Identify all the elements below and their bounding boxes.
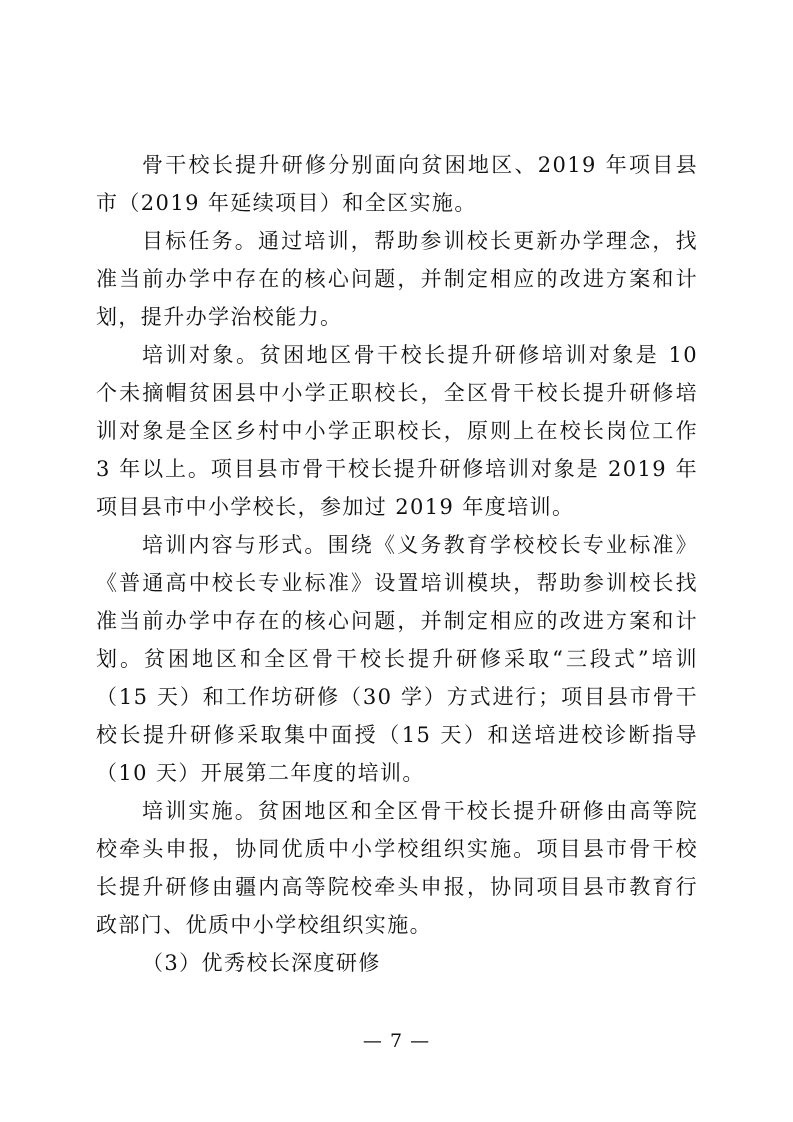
paragraph-implementation: 培训实施。贫困地区和全区骨干校长提升研修由高等院校牵头申报，协同优质中小学校组织实施。项目县市骨干校长提升研修由疆内高等院校牵头申报，协同项目县市教育行政部门、优质中小学校组织实施。 <box>96 799 698 937</box>
paragraph-objectives: 目标任务。通过培训，帮助参训校长更新办学理念，找准当前办学中存在的核心问题，并制定相应的改进方案和计划，提升办学治校能力。 <box>96 229 698 329</box>
page-number: — 7 — <box>362 1030 431 1052</box>
document-body <box>96 146 698 982</box>
paragraph-scope: 骨干校长提升研修分别面向贫困地区、2019 年项目县市（2019 年延续项目）和全区实施。 <box>96 153 698 215</box>
paragraph-participants: 培训对象。贫困地区骨干校长提升研修培训对象是 10 个未摘帽贫困县中小学正职校长，全区骨干校长提升研修培训对象是全区乡村中小学正职校长，原则上在校长岗位工作 3 年以上。项目县市骨干校长提升研修培训对象是 2019 年项目县市中小学校长，参加过 2019 年度培训。 <box>96 343 698 519</box>
paragraph-content-format: 培训内容与形式。围绕《义务教育学校校长专业标准》《普通高中校长专业标准》设置培训模块，帮助参训校长找准当前办学中存在的核心问题，并制定相应的改进方案和计划。贫困地区和全区骨干校长提升研修采取“三段式”培训（15 天）和工作坊研修（30 学）方式进行；项目县市骨干校长提升研修采取集中面授（15 天）和送培进校诊断指导（10 天）开展第二年度的培训。 <box>96 533 698 785</box>
section-subheading: （3）优秀校长深度研修 <box>142 951 381 975</box>
